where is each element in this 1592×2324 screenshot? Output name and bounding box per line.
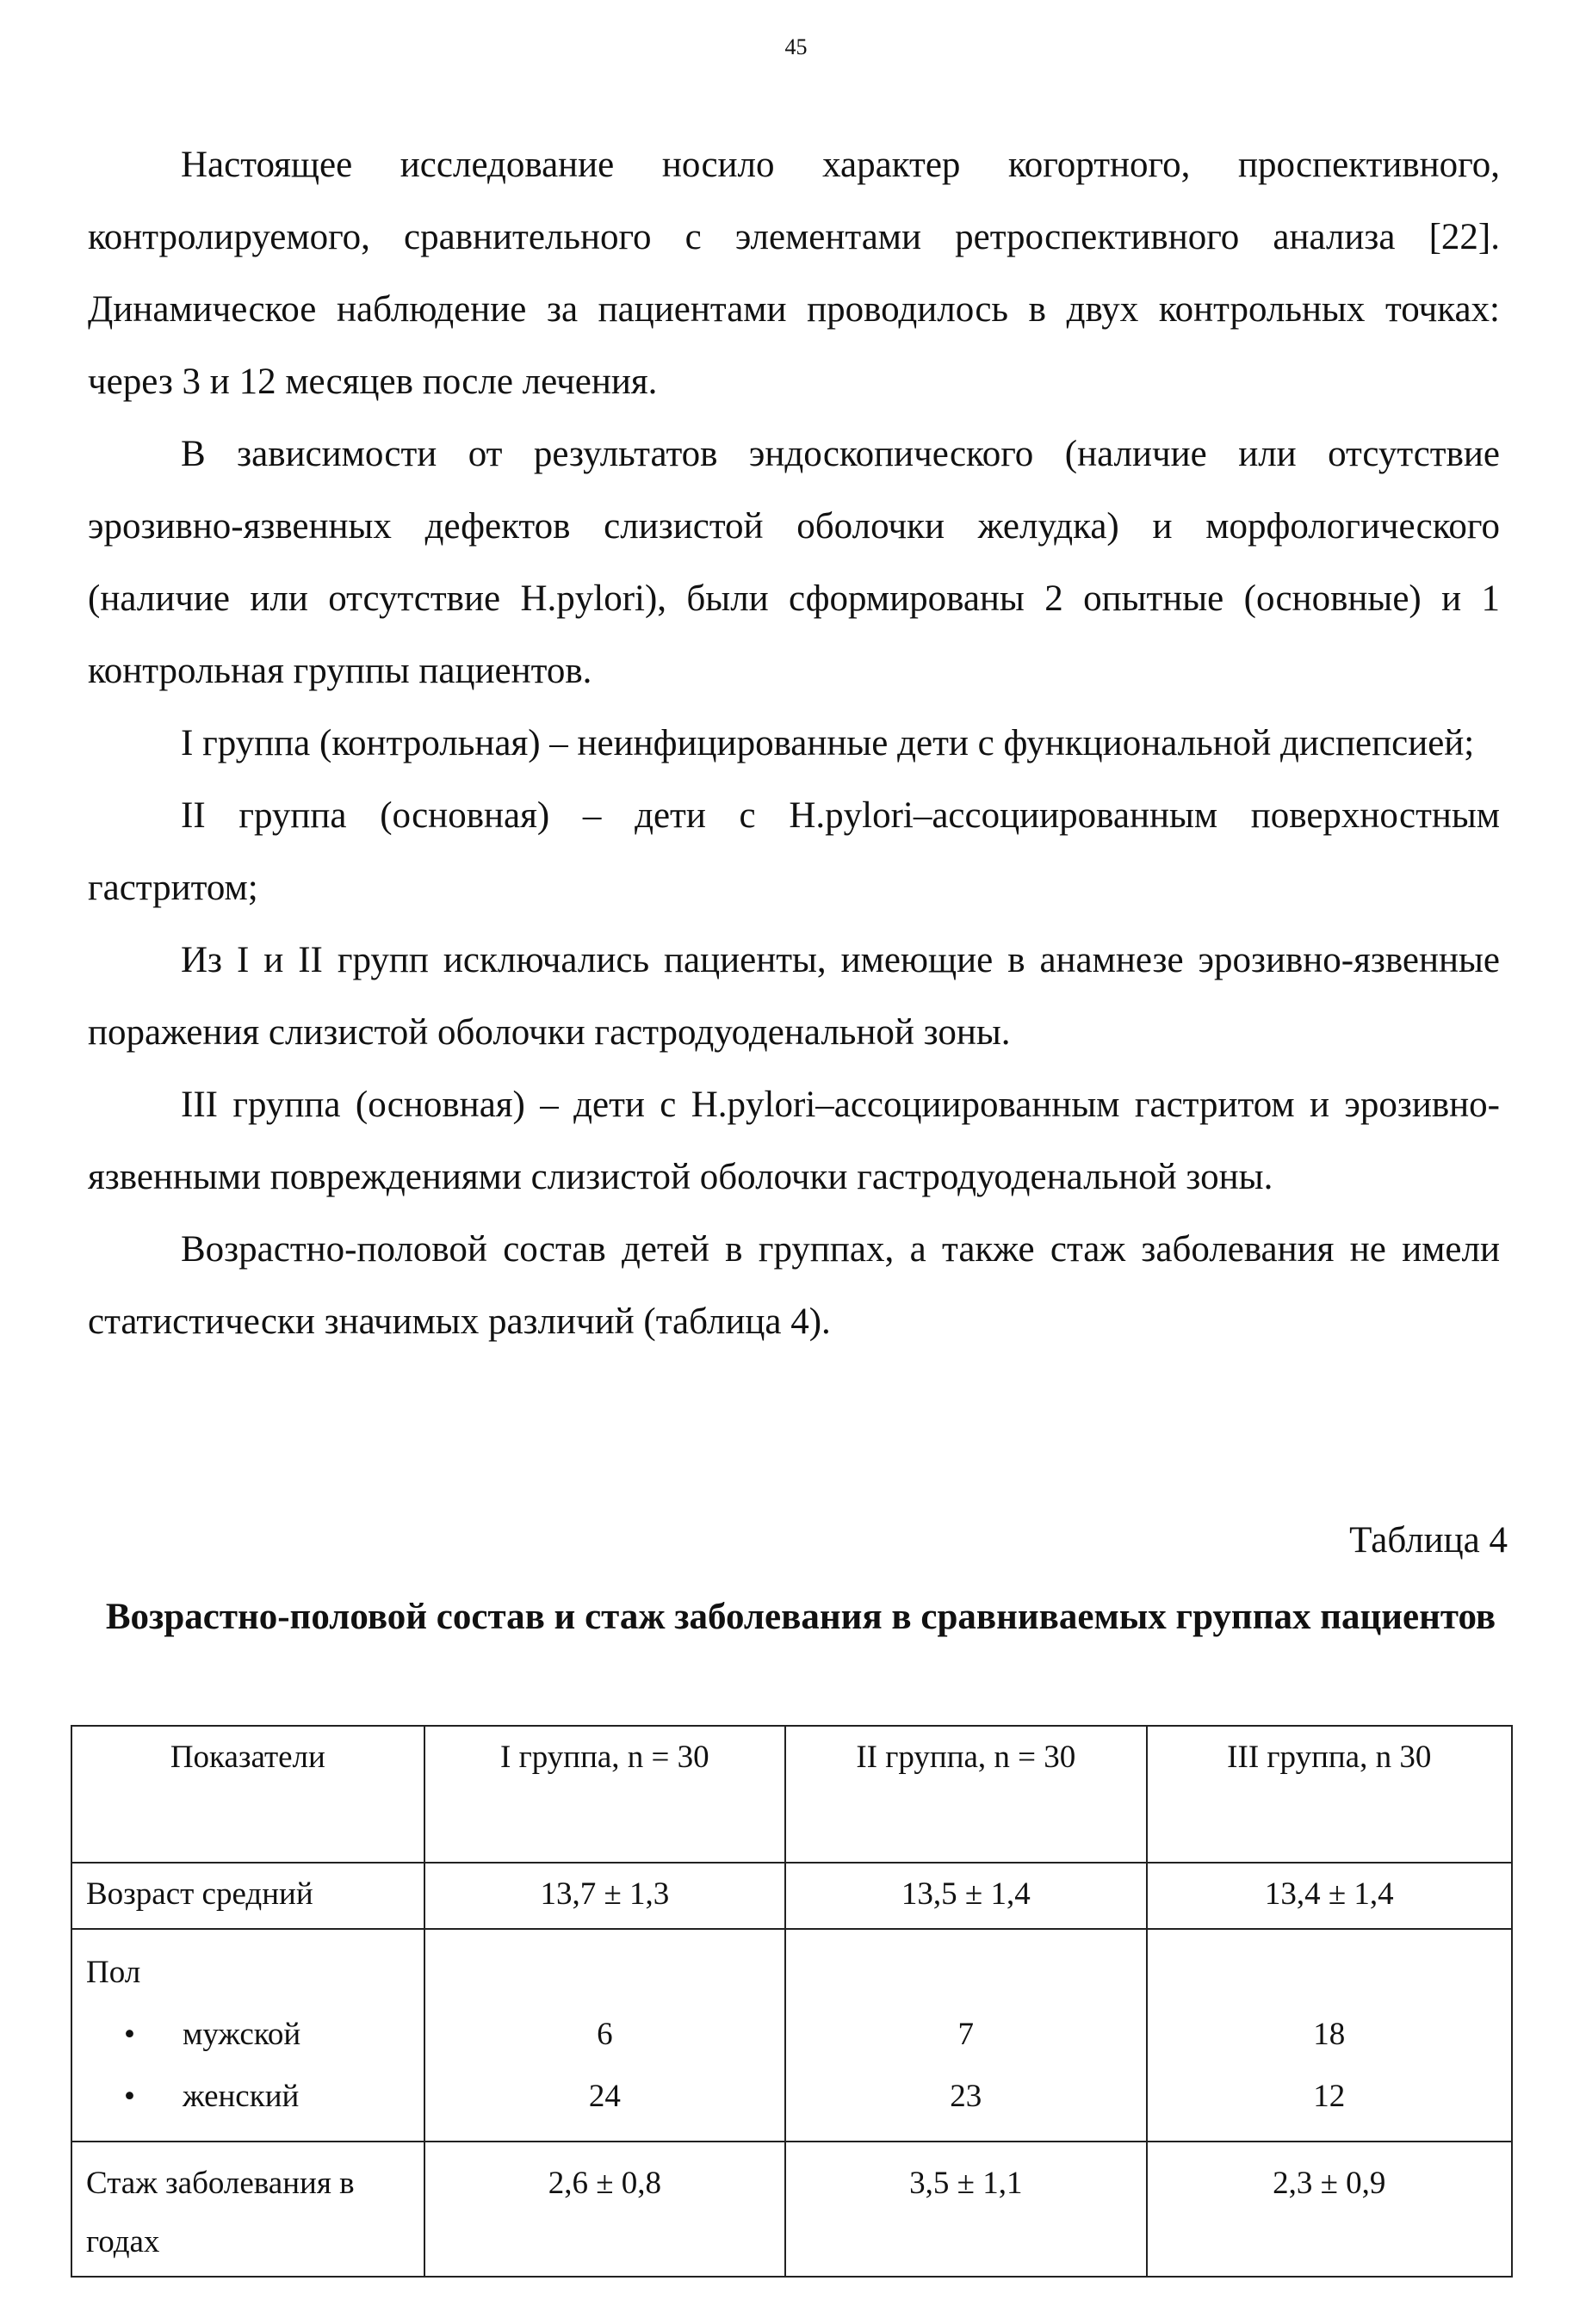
header-group-2: II группа, n = 30 <box>785 1726 1146 1863</box>
paragraph-exclusion: Из I и II групп исключались пациенты, имеющие в анамнезе эрозивно-язвенные поражения слизистой оболочки гастродуоденальной зоны. <box>88 940 1500 1053</box>
table-row-age <box>71 1863 1512 1929</box>
sex-male-label: мужской <box>183 2017 301 2052</box>
experience-label: Стаж заболевания в годах <box>71 2142 424 2277</box>
paragraph-group-3: III группа (основная) – дети с H.pylori–ассоциированным гастритом и эрозивно-язвенными повреждениями слизистой оболочки гастродуоденальной зоны. <box>88 1085 1500 1197</box>
sex-group-3 <box>1147 1929 1512 2142</box>
table-row-sex <box>71 1929 1512 2142</box>
male-group-3: 18 <box>1313 2017 1346 2052</box>
paragraph-composition: Возрастно-половой состав детей в группах, а также стаж заболевания не имели статистически значимых различий (таблица 4). <box>88 1229 1500 1342</box>
header-indicators: Показатели <box>71 1726 424 1863</box>
male-group-1: 6 <box>597 2017 613 2052</box>
data-table <box>71 1725 1513 2278</box>
bullet-icon: • <box>124 2079 135 2114</box>
experience-group-2: 3,5 ± 1,1 <box>785 2142 1146 2277</box>
female-group-3: 12 <box>1313 2079 1346 2114</box>
age-group-3: 13,4 ± 1,4 <box>1147 1863 1512 1929</box>
male-group-2: 7 <box>957 2017 975 2052</box>
sex-female-label: женский <box>183 2079 300 2114</box>
age-group-2: 13,5 ± 1,4 <box>785 1863 1146 1929</box>
sex-label: Пол <box>86 1955 141 1990</box>
female-group-2: 23 <box>950 2079 982 2114</box>
female-group-1: 24 <box>588 2079 621 2114</box>
paragraph-group-1: I группа (контрольная) – неинфицированные дети с функциональной диспепсией; <box>181 723 1475 763</box>
sex-group-2 <box>785 1929 1146 2142</box>
table-row-experience <box>71 2142 1512 2277</box>
sex-female-item <box>86 2066 423 2128</box>
table-title: Возрастно-половой состав и стаж заболевания в сравниваемых группах пациентов <box>105 1597 1496 1637</box>
age-group-1: 13,7 ± 1,3 <box>424 1863 785 1929</box>
sex-group-1 <box>424 1929 785 2142</box>
header-group-3: III группа, n 30 <box>1147 1726 1512 1863</box>
table-header-row <box>71 1726 1512 1863</box>
paragraph-study-design: Настоящее исследование носило характер когортного, проспективного, контролируемого, сравнительного с элементами ретроспективного анализа [22]. Динамическое наблюдение за пациентами проводилось в двух контрольных точках: через 3 и 12 месяцев после лечения. <box>88 145 1500 402</box>
sex-cell <box>71 1929 424 2142</box>
body-text <box>88 129 1500 1358</box>
header-group-1: I группа, n = 30 <box>424 1726 785 1863</box>
bullet-icon: • <box>124 2017 135 2052</box>
experience-group-1: 2,6 ± 0,8 <box>424 2142 785 2277</box>
sex-male-item <box>86 2004 423 2066</box>
paragraph-group-formation: В зависимости от результатов эндоскопического (наличие или отсутствие эрозивно-язвенных дефектов слизистой оболочки желудка) и морфологического (наличие или отсутствие H.pylori), были сформированы 2 опытные (основные) и 1 контрольная группы пациентов. <box>88 434 1500 691</box>
age-label: Возраст средний <box>71 1863 424 1929</box>
experience-group-3: 2,3 ± 0,9 <box>1147 2142 1512 2277</box>
table-label: Таблица 4 <box>1349 1520 1508 1561</box>
page-number: 45 <box>784 34 808 59</box>
paragraph-group-2: II группа (основная) – дети с H.pylori–ассоциированным поверхностным гастритом; <box>88 795 1500 908</box>
